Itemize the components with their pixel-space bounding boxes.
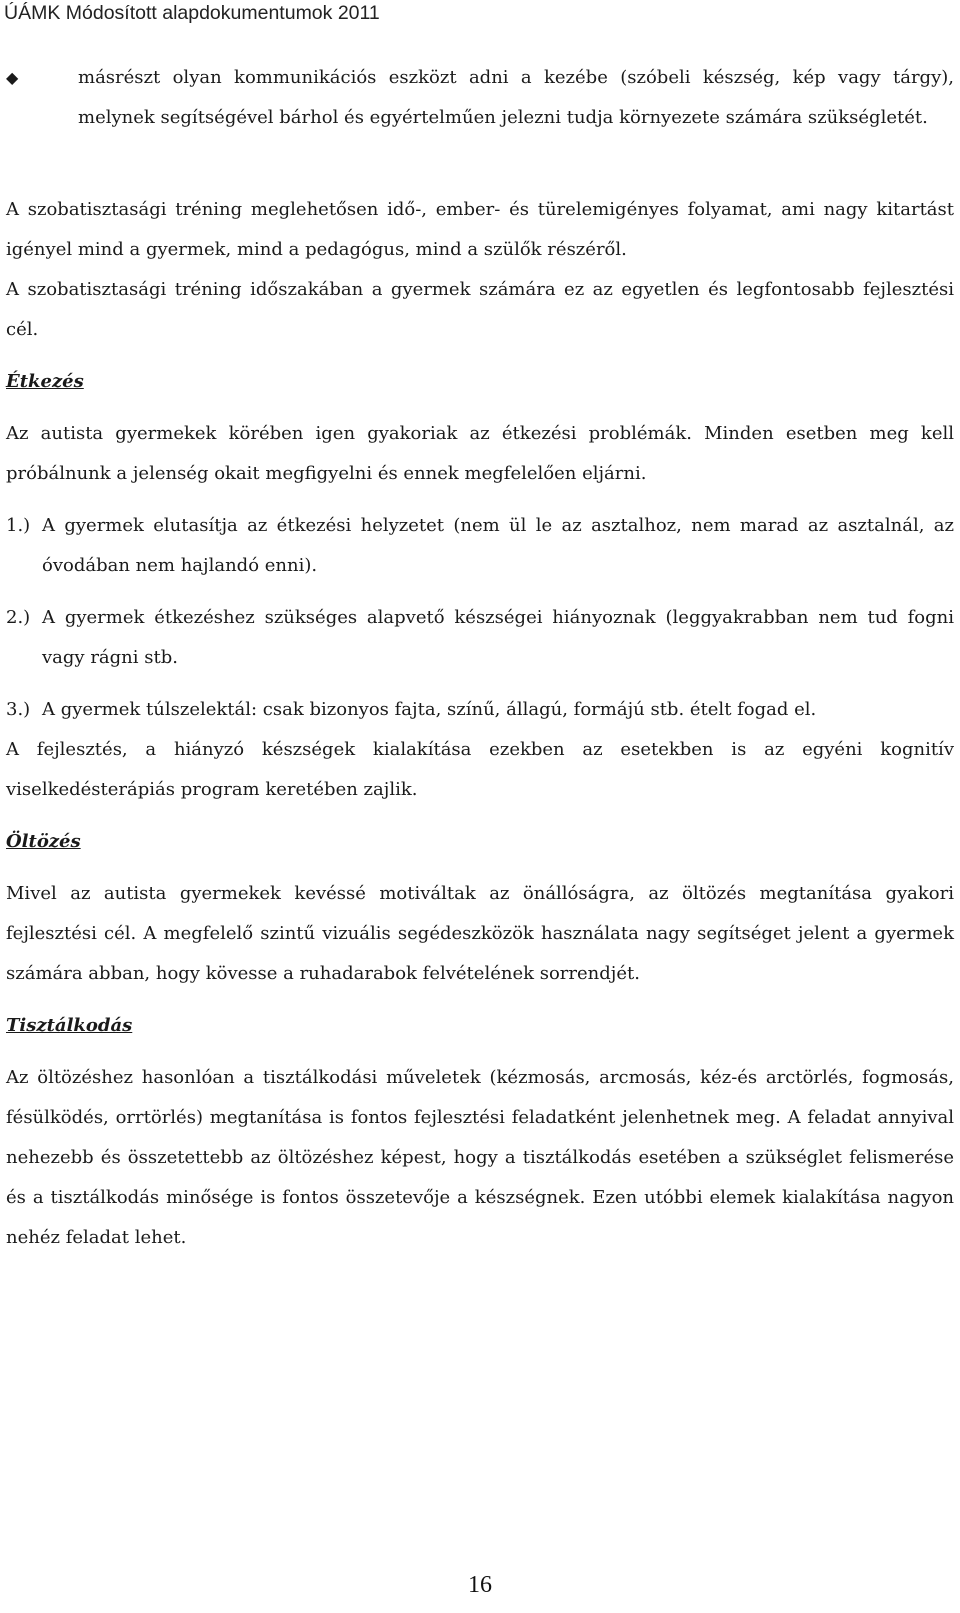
paragraph-tisztalkodas: Az öltözéshez hasonlóan a tisztálkodási műveletek (kézmosás, arcmosás, kéz-és arctörlés, fogmosás, fésülködés, orrtörlés) megtanítása is fontos fejlesztési feladatként jelenhetnek meg. A feladat annyival nehezebb és összetettebb az öltözéshez képest, hogy a tisztálkodás esetében a szükséglet felismerése és a tisztálkodás minősége is fontos összetevője a készségnek. Ezen utóbbi elemek kialakítása nagyon nehéz feladat lehet. — [6, 1067, 954, 1248]
list-item-text: A gyermek elutasítja az étkezési helyzetet (nem ül le az asztalhoz, nem marad az asztalnál, az óvodában nem hajlandó enni). — [42, 515, 954, 576]
running-header: ÚÁMK Módosított alapdokumentumok 2011 — [4, 2, 380, 24]
section-heading-tisztalkodas: Tisztálkodás — [6, 1015, 133, 1036]
list-item — [6, 506, 954, 586]
list-item — [6, 598, 954, 678]
paragraph-toilet-training-1: A szobatisztasági tréning meglehetősen idő-, ember- és türelemigényes folyamat, ami nagy kitartást igényel mind a gyermek, mind a pedagógus, mind a szülők részéről. — [6, 199, 954, 260]
page-number: 16 — [468, 1572, 492, 1598]
section-heading-oltozes: Öltözés — [6, 831, 81, 852]
paragraph-etkezes-intro: Az autista gyermekek körében igen gyakoriak az étkezési problémák. Minden esetben meg kell próbálnunk a jelenség okait megfigyelni és ennek megfelelően eljárni. — [6, 423, 954, 484]
list-item-text: A gyermek túlszelektál: csak bizonyos fajta, színű, állagú, formájú stb. ételt fogad el. — [42, 699, 817, 720]
list-item-number: 1.) — [6, 515, 31, 536]
diamond-bullet-icon: ◆ — [6, 68, 19, 87]
paragraph-oltozes: Mivel az autista gyermekek kevéssé motiváltak az önállóságra, az öltözés megtanítása gyakori fejlesztési cél. A megfelelő szintű vizuális segédeszközök használata nagy segítséget jelent a gyermek számára abban, hogy kövesse a ruhadarabok felvételének sorrendjét. — [6, 883, 954, 984]
paragraph-toilet-training-2: A szobatisztasági tréning időszakában a gyermek számára ez az egyetlen és legfontosabb fejlesztési cél. — [6, 279, 954, 340]
list-item-text: A gyermek étkezéshez szükséges alapvető készségei hiányoznak (leggyakrabban nem tud fogni vagy rágni stb. — [42, 607, 954, 668]
paragraph-etkezes-closing: A fejlesztés, a hiányzó készségek kialakítása ezekben az esetekben is az egyéni kognitív viselkedésterápiás program keretében zajlik. — [6, 739, 954, 800]
section-heading-etkezes: Étkezés — [6, 371, 84, 392]
bullet-item — [6, 58, 954, 138]
bullet-text: másrészt olyan kommunikációs eszközt adni a kezébe (szóbeli készség, kép vagy tárgy), melynek segítségével bárhol és egyértelműen jelezni tudja környezete számára szükségletét. — [78, 67, 954, 128]
page-body — [6, 58, 954, 1258]
list-item — [6, 690, 954, 730]
list-item-number: 3.) — [6, 699, 31, 720]
list-item-number: 2.) — [6, 607, 31, 628]
